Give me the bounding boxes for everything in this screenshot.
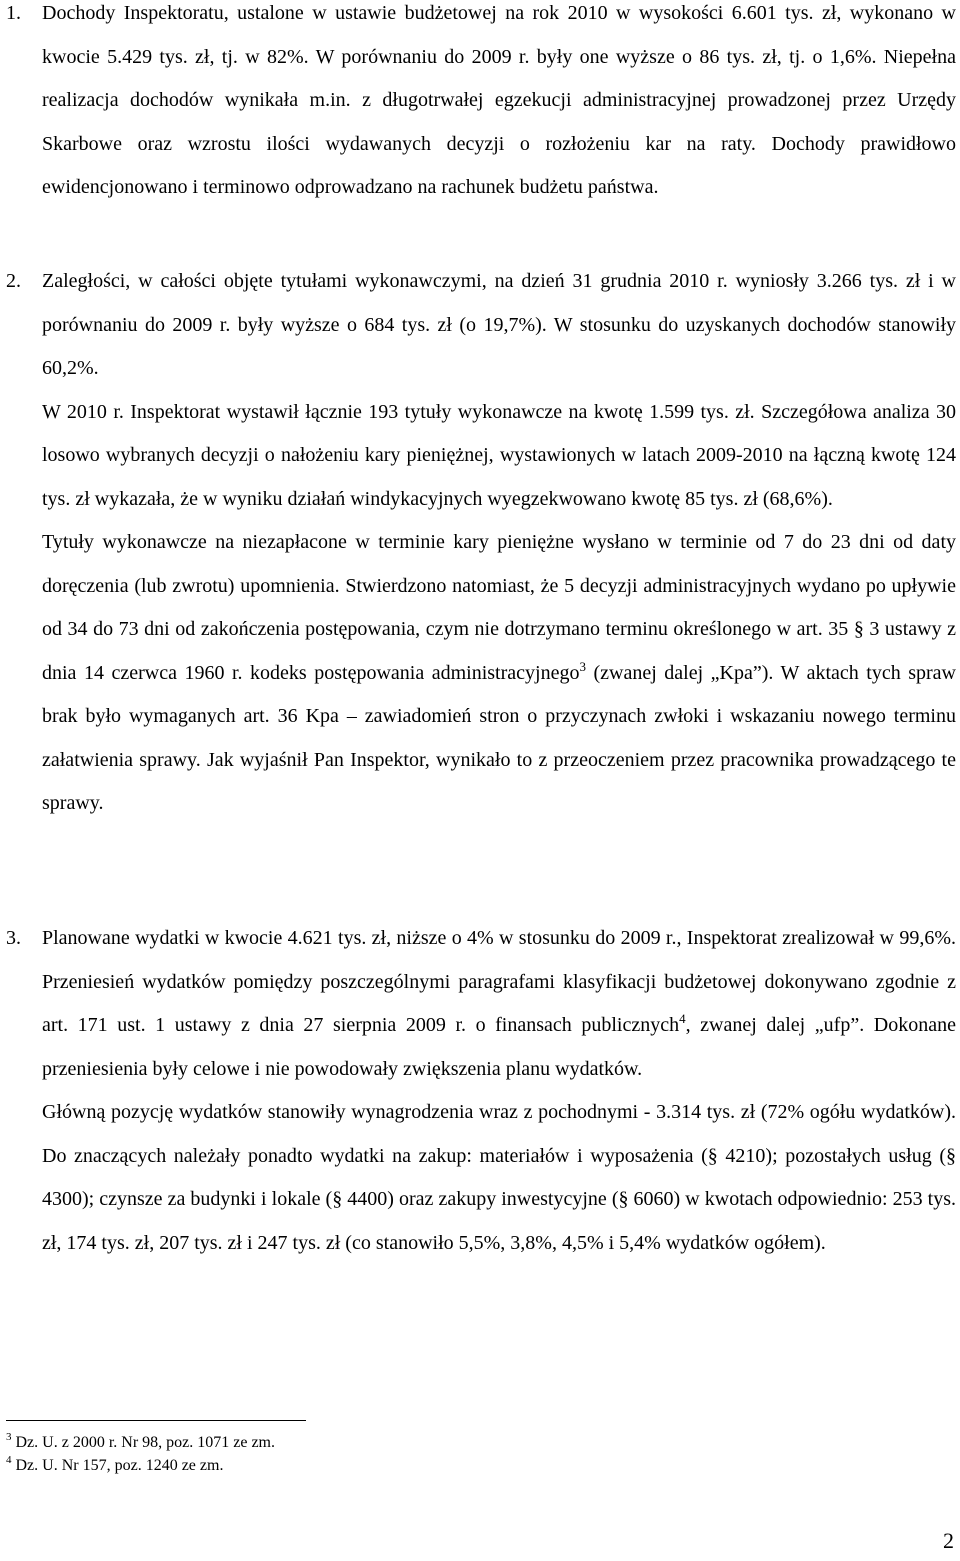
paragraph: Główną pozycję wydatków stanowiły wynagrodzenia wraz z pochodnymi - 3.314 tys. zł (72% ogółu wydatków). Do znaczących należały ponadto wydatki na zakup: materiałów i wyposażenia (§ 4210); pozostałych usług (§ 4300); czynsze za budynki i lokale (§ 4400) oraz zakupy inwestycyjne (§ 6060) w kwotach odpowiednio: 253 tys. zł, 174 tys. zł, 207 tys. zł i 247 tys. zł (co stanowiło 5,5%, 3,8%, 4,5% i 5,4% wydatków ogółem).: [42, 1101, 956, 1254]
paragraph-text: , zwanej dalej „ufp”. Dokonane przeniesienia były celowe i nie powodowały zwiększenia planu wydatków.: [42, 1014, 956, 1080]
footnotes: [6, 1431, 275, 1477]
footnote-reference: 4: [679, 1011, 686, 1026]
footnote-mark: 4: [6, 1454, 12, 1466]
list-item-body: [42, 260, 956, 826]
list-item-body: [42, 917, 956, 1265]
footnote: [6, 1431, 275, 1454]
list-number: 3.: [6, 927, 21, 949]
footnote-reference: 3: [579, 658, 586, 674]
paragraph-with-footnote: [42, 917, 956, 1091]
footnote-text: Dz. U. z 2000 r. Nr 98, poz. 1071 ze zm.: [11, 1434, 275, 1451]
paragraph: Dochody Inspektoratu, ustalone w ustawie budżetowej na rok 2010 w wysokości 6.601 tys. zł, wykonano w kwocie 5.429 tys. zł, tj. w 82%. W porównaniu do 2009 r. były one wyższe o 86 tys. zł, tj. o 1,6%. Niepełna realizacja dochodów wynikała m.in. z długotrwałej egzekucji administracyjnej prowadzonej przez Urzędy Skarbowe oraz wzrostu ilości wydawanych decyzji o rozłożeniu kar na raty. Dochody prawidłowo ewidencjonowano i terminowo odprowadzano na rachunek budżetu państwa.: [42, 2, 956, 198]
list-number: 2.: [6, 270, 21, 292]
paragraph-with-footnote: [42, 521, 956, 826]
list-item-1: [6, 0, 956, 210]
paragraph: Zaległości, w całości objęte tytułami wykonawczymi, na dzień 31 grudnia 2010 r. wyniosły 3.266 tys. zł i w porównaniu do 2009 r. były wyższe o 684 tys. zł (o 19,7%). W stosunku do uzyskanych dochodów stanowiły 60,2%.: [42, 270, 956, 379]
list-item-body: [42, 0, 956, 210]
footnote-text: Dz. U. Nr 157, poz. 1240 ze zm.: [11, 1457, 224, 1474]
paragraph-text: Tytuły wykonawcze na niezapłacone w terminie kary pieniężne wysłano w terminie od 7 do 23 dni od daty doręczenia (lub zwrotu) upomnienia. Stwierdzono natomiast, że 5 decyzji administracyjnych wydano po upływie od 34 do 73 dni od zakończenia postępowania, czym nie dotrzymano terminu określonego w art. 35 § 3 ustawy z dnia 14 czerwca 1960 r. kodeks postępowania administracyjnego: [42, 531, 956, 684]
footnote-divider: [6, 1420, 306, 1421]
list-item-2: [6, 260, 956, 826]
footnote-mark: 3: [6, 1431, 12, 1443]
page-number: 2: [943, 1528, 954, 1553]
footnote: [6, 1454, 275, 1477]
list-item-3: [6, 917, 956, 1265]
paragraph-text: Planowane wydatki w kwocie 4.621 tys. zł, niższe o 4% w stosunku do 2009 r., Inspektorat zrealizował w 99,6%. Przeniesień wydatków pomiędzy poszczególnymi paragrafami klasyfikacji budżetowej dokonywano zgodnie z art. 171 ust. 1 ustawy z dnia 27 sierpnia 2009 r. o finansach publicznych: [42, 927, 956, 1036]
paragraph: W 2010 r. Inspektorat wystawił łącznie 193 tytuły wykonawcze na kwotę 1.599 tys. zł. Szczegółowa analiza 30 losowo wybranych decyzji o nałożeniu kary pieniężnej, wystawionych w latach 2009-2010 na łączną kwotę 124 tys. zł wykazała, że w wyniku działań windykacyjnych wyegzekwowano kwotę 85 tys. zł (68,6%).: [42, 400, 956, 510]
paragraph-text: (zwanej dalej „Kpa”). W aktach tych spraw brak było wymaganych art. 36 Kpa – zawiadomień stron o przyczynach zwłoki i wskazaniu nowego terminu załatwienia sprawy. Jak wyjaśnił Pan Inspektor, wynikało to z przeoczeniem przez pracownika prowadzącego te sprawy.: [42, 661, 956, 814]
list-number: 1.: [6, 2, 21, 24]
